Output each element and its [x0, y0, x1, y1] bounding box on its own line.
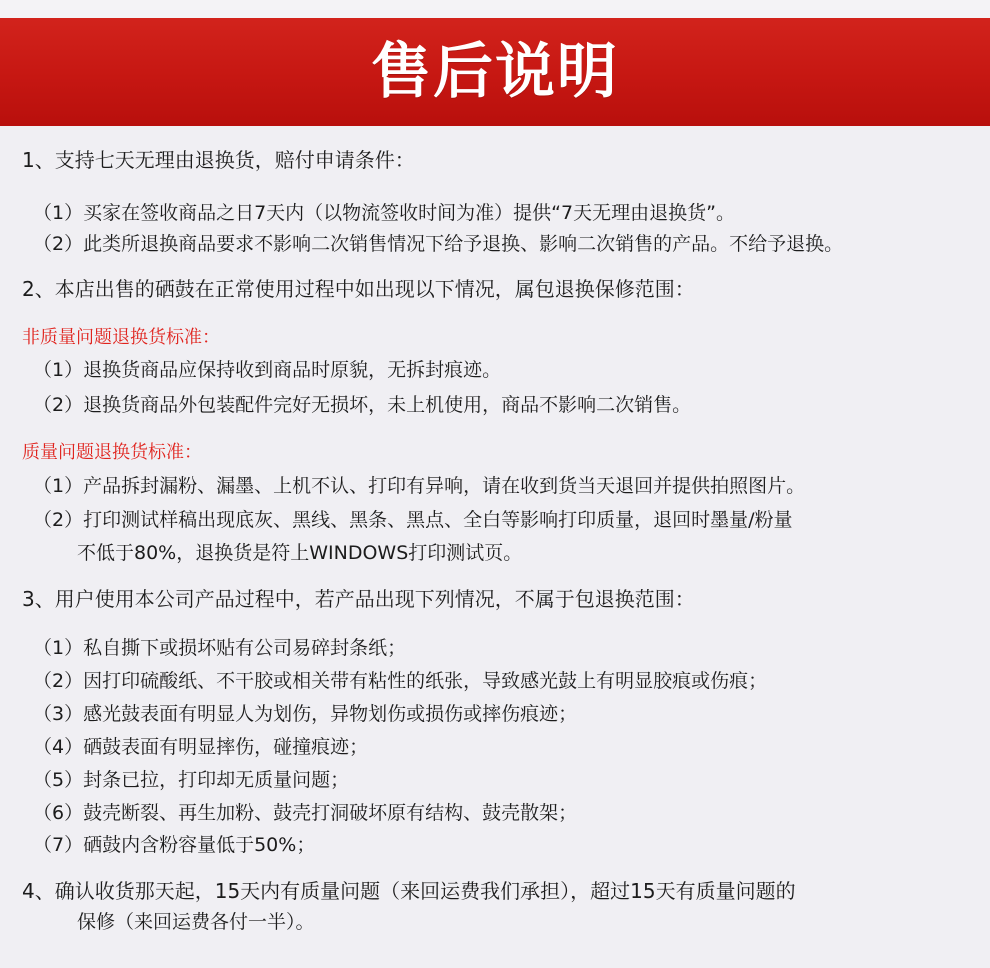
section1-heading: 1、支持七天无理由退换货，赔付申请条件： [22, 148, 415, 172]
section1-item-2: （2）此类所退换商品要求不影响二次销售情况下给予退换、影响二次销售的产品。不给予退换。 [33, 233, 844, 255]
quality-item-2: （2）打印测试样稿出现底灰、黑线、黑条、黑点、全白等影响打印质量，退回时墨量/粉量 [33, 509, 793, 531]
section3-item-4: （4）硒鼓表面有明显摔伤，碰撞痕迹； [33, 736, 369, 758]
non-quality-item-2: （2）退换货商品外包装配件完好无损坏，未上机使用，商品不影响二次销售。 [33, 394, 692, 416]
quality-item-2-continuation: 不低于80%，退换货是符上WINDOWS打印测试页。 [77, 542, 523, 564]
section1-item-1: （1）买家在签收商品之日7天内（以物流签收时间为准）提供“7天无理由退换货”。 [33, 202, 735, 224]
section3-item-5: （5）封条已拉，打印却无质量问题； [33, 769, 350, 791]
title-banner [0, 18, 990, 126]
non-quality-standard-title: 非质量问题退换货标准： [22, 327, 220, 348]
section2-heading: 2、本店出售的硒鼓在正常使用过程中如出现以下情况，属包退换保修范围： [22, 277, 695, 301]
section4-continuation: 保修（来回运费各付一半）。 [77, 911, 315, 933]
non-quality-item-1: （1）退换货商品应保持收到商品时原貌，无拆封痕迹。 [33, 359, 502, 381]
top-strip [0, 0, 990, 18]
page-title: 售后说明 [371, 37, 619, 107]
section3-item-7: （7）硒鼓内含粉容量低于50%； [33, 834, 316, 856]
section3-heading: 3、用户使用本公司产品过程中，若产品出现下列情况，不属于包退换范围： [22, 587, 695, 611]
section4-heading: 4、确认收货那天起，15天内有质量问题（来回运费我们承担），超过15天有质量问题的 [22, 879, 796, 903]
section3-item-3: （3）感光鼓表面有明显人为划伤，异物划伤或损伤或摔伤痕迹； [33, 703, 578, 725]
section3-item-1: （1）私自撕下或损坏贴有公司易碎封条纸； [33, 637, 407, 659]
section3-item-6: （6）鼓壳断裂、再生加粉、鼓壳打洞破坏原有结构、鼓壳散架； [33, 802, 578, 824]
quality-standard-title: 质量问题退换货标准： [22, 442, 202, 463]
quality-item-1: （1）产品拆封漏粉、漏墨、上机不认、打印有异响，请在收到货当天退回并提供拍照图片。 [33, 475, 806, 497]
section3-item-2: （2）因打印硫酸纸、不干胶或相关带有粘性的纸张，导致感光鼓上有明显胶痕或伤痕； [33, 670, 768, 692]
